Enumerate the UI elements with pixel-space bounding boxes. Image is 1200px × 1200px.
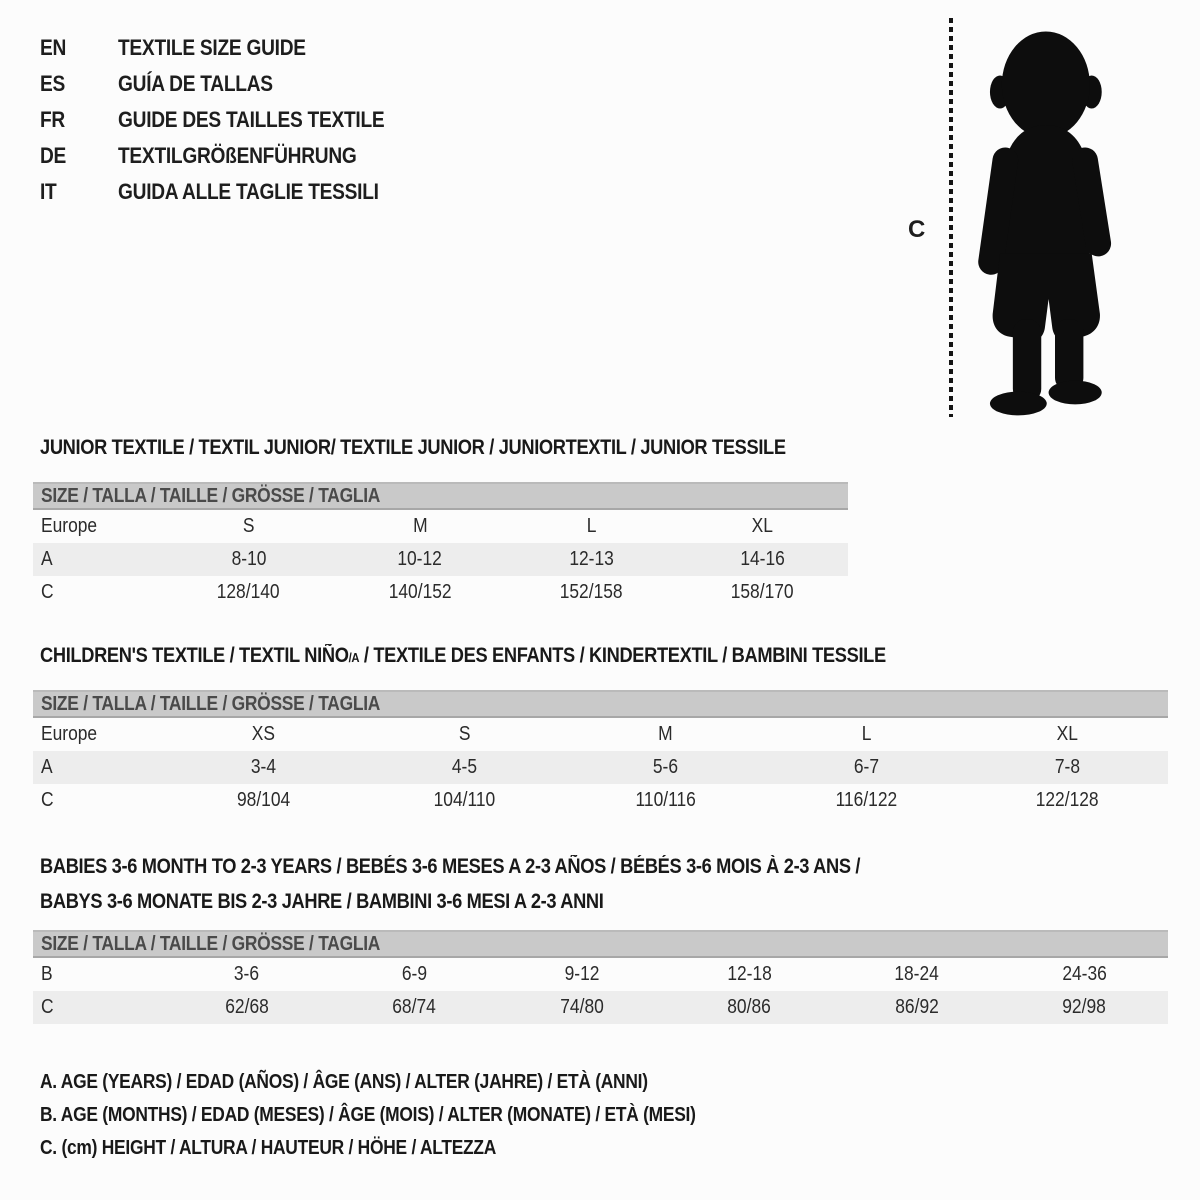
guide-title: GUIDE DES TAILLES TEXTILE <box>118 107 385 132</box>
size-cell: 122/128 <box>1036 789 1099 811</box>
table-row-age <box>33 751 1168 784</box>
size-cell: L <box>586 515 596 537</box>
row-label: Europe <box>41 723 98 745</box>
children-section-heading: CHILDREN'S TEXTILE / TEXTIL NIÑO/A / TEXTILE DES ENFANTS / KINDERTEXTIL / BAMBINI TESSILE <box>40 644 886 667</box>
language-code: ES <box>40 71 66 96</box>
size-cell: XL <box>1056 723 1079 745</box>
size-cell: 18-24 <box>894 963 940 985</box>
language-row <box>40 174 424 210</box>
toddler-silhouette-icon <box>963 26 1147 420</box>
size-cell: L <box>861 723 872 745</box>
size-cell: M <box>658 723 673 745</box>
size-cell: 3-6 <box>234 963 260 985</box>
language-row <box>40 66 424 102</box>
size-cell: 80/86 <box>727 996 772 1018</box>
row-label: C <box>41 996 54 1018</box>
table-row-europe <box>33 718 1168 751</box>
table-row-height <box>33 784 1168 817</box>
size-cell: 110/116 <box>635 789 696 811</box>
table-row-height <box>33 991 1168 1024</box>
size-cell: 6-7 <box>853 756 880 778</box>
size-table-header: SIZE / TALLA / TAILLE / GRÖSSE / TAGLIA <box>33 482 848 510</box>
row-label: B <box>41 963 53 985</box>
junior-section-heading: JUNIOR TEXTILE / TEXTIL JUNIOR/ TEXTILE JUNIOR / JUNIORTEXTIL / JUNIOR TESSILE <box>40 436 786 459</box>
size-cell: 6-9 <box>401 963 427 985</box>
size-table-header: SIZE / TALLA / TAILLE / GRÖSSE / TAGLIA <box>33 690 1168 718</box>
row-label: A <box>41 756 53 778</box>
language-code: EN <box>40 35 67 60</box>
measurement-legend <box>40 1066 794 1165</box>
size-cell: 68/74 <box>392 996 437 1018</box>
size-cell: XS <box>251 723 276 745</box>
row-label: A <box>41 548 53 570</box>
size-cell: 12-13 <box>568 548 614 570</box>
language-code: DE <box>40 143 67 168</box>
row-label: C <box>41 789 54 811</box>
size-cell: 92/98 <box>1062 996 1107 1018</box>
size-cell: 116/122 <box>835 789 898 811</box>
size-cell: M <box>412 515 428 537</box>
table-row-europe <box>33 510 848 543</box>
size-cell: 5-6 <box>652 756 679 778</box>
size-cell: S <box>458 723 471 745</box>
size-cell: 9-12 <box>564 963 600 985</box>
size-cell: 10-12 <box>397 548 443 570</box>
height-measure-label: C <box>908 216 926 243</box>
size-cell: 74/80 <box>559 996 604 1018</box>
junior-size-table <box>33 482 848 609</box>
size-cell: 12-18 <box>726 963 772 985</box>
size-cell: 86/92 <box>894 996 939 1018</box>
size-table-header: SIZE / TALLA / TAILLE / GRÖSSE / TAGLIA <box>33 930 1168 958</box>
guide-title: TEXTILGRÖßENFÜHRUNG <box>118 143 357 168</box>
babies-section-heading: BABIES 3-6 MONTH TO 2-3 YEARS / BEBÉS 3-6 MESES A 2-3 AÑOS / BÉBÉS 3-6 MOIS À 2-3 ANS / BABYS 3-6 MONATE BIS 2-3 JAHRE / BAMBINI 3-6 MESI A 2-3 ANNI <box>40 855 861 913</box>
size-cell: XL <box>751 515 774 537</box>
language-title-list <box>40 30 424 210</box>
language-row <box>40 30 424 66</box>
table-row-age <box>33 543 848 576</box>
size-cell: 62/68 <box>224 996 269 1018</box>
height-measure-line <box>949 18 953 417</box>
language-row <box>40 102 424 138</box>
babies-size-table <box>33 930 1168 1024</box>
size-cell: 152/158 <box>559 581 623 603</box>
language-code: IT <box>40 179 57 204</box>
row-label: C <box>41 581 54 603</box>
row-label: Europe <box>41 515 98 537</box>
legend-line-b: B. AGE (MONTHS) / EDAD (MESES) / ÂGE (MOIS) / ALTER (MONATE) / ETÀ (MESI) <box>40 1104 696 1126</box>
size-cell: 158/170 <box>730 581 794 603</box>
guide-title: GUÍA DE TALLAS <box>118 71 273 96</box>
children-size-table <box>33 690 1168 817</box>
size-cell: 98/104 <box>236 789 291 811</box>
size-cell: 128/140 <box>217 581 281 603</box>
table-row-age-months <box>33 958 1168 991</box>
legend-line-c: C. (cm) HEIGHT / ALTURA / HAUTEUR / HÖHE / ALTEZZA <box>40 1137 497 1159</box>
table-row-height <box>33 576 848 609</box>
size-cell: S <box>242 515 255 537</box>
size-cell: 8-10 <box>231 548 267 570</box>
language-code: FR <box>40 107 65 132</box>
language-row <box>40 138 424 174</box>
size-cell: 24-36 <box>1061 963 1107 985</box>
size-cell: 4-5 <box>451 756 478 778</box>
heading-subscript: /A <box>348 650 360 665</box>
size-cell: 104/110 <box>433 789 496 811</box>
size-cell: 140/152 <box>388 581 452 603</box>
size-cell: 14-16 <box>740 548 785 570</box>
legend-line-a: A. AGE (YEARS) / EDAD (AÑOS) / ÂGE (ANS) / ALTER (JAHRE) / ETÀ (ANNI) <box>40 1071 648 1093</box>
size-cell: 7-8 <box>1054 756 1081 778</box>
guide-title: GUIDA ALLE TAGLIE TESSILI <box>118 179 379 204</box>
guide-title: TEXTILE SIZE GUIDE <box>118 35 306 60</box>
size-cell: 3-4 <box>250 756 277 778</box>
